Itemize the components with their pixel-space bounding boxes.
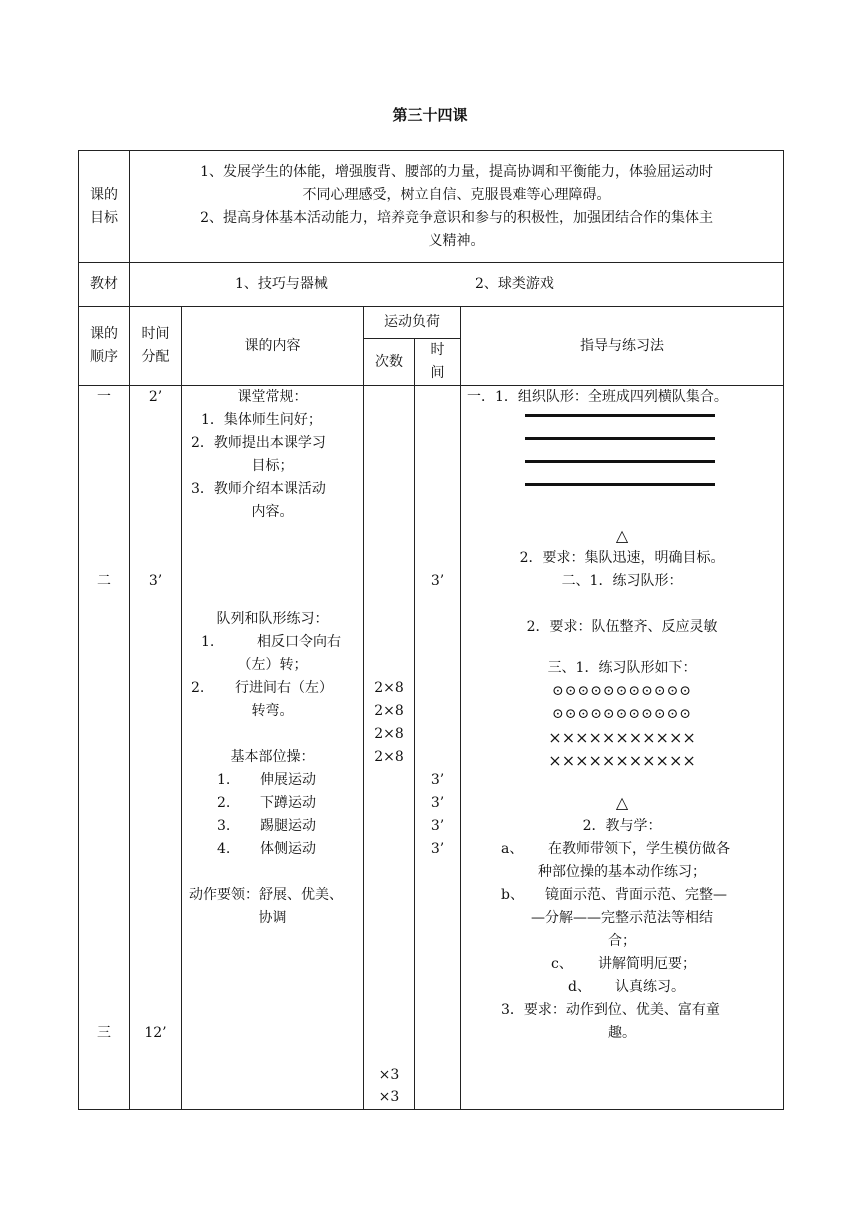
time-1: 2’ <box>148 389 163 405</box>
drill-item-cont: 转弯。 <box>251 703 294 719</box>
count-value: 2×8 <box>374 726 404 742</box>
exercise-num: 4. <box>217 841 231 857</box>
goal-text <box>130 151 784 263</box>
method-requirement: 2．要求：队伍整齐、反应灵敏 <box>526 619 718 635</box>
exercise-name: 体侧运动 <box>260 841 316 857</box>
count-value: 2×8 <box>374 749 404 765</box>
exercise-num: 2. <box>217 795 231 811</box>
method-text: 讲解简明厄要； <box>598 956 696 972</box>
material-row <box>79 263 784 307</box>
duration-column <box>415 386 461 1110</box>
method-section-1: 一．1．组织队形：全班成四列横队集合。 <box>467 389 728 405</box>
duration-value: 3’ <box>430 795 445 811</box>
header-row-1 <box>79 307 784 339</box>
drill-item: 相反口令向右 <box>257 634 341 650</box>
lesson-title: 第三十四课 <box>392 106 468 124</box>
count-value: 2×8 <box>374 680 404 696</box>
order-3: 三 <box>97 1025 111 1041</box>
method-text: 镜面示范、背面示范、完整— <box>545 887 727 903</box>
method-text: 合； <box>608 933 637 949</box>
goal-row <box>79 151 784 263</box>
drill-num: 2. <box>191 680 205 696</box>
teacher-triangle-icon: △ <box>615 526 629 545</box>
count-value: ×3 <box>378 1089 400 1105</box>
method-text: 在教师带领下，学生模仿做各 <box>548 841 730 857</box>
header-duration: 时 间 <box>415 339 461 386</box>
formation-line <box>525 483 715 486</box>
body-row <box>79 386 784 1110</box>
routine-item: 3．教师介绍本课活动 <box>191 481 326 497</box>
exercise-title: 基本部位操： <box>230 749 315 765</box>
content-column <box>182 386 364 1110</box>
routine-item-cont: 目标； <box>251 458 294 474</box>
method-text: —分解——完整示范法等相结 <box>531 910 714 926</box>
routine-title: 课堂常规： <box>237 389 308 405</box>
order-2: 二 <box>97 573 111 589</box>
method-requirement: 趣。 <box>608 1025 637 1041</box>
material-item-1: 1、技巧与器械 <box>235 276 328 292</box>
method-mark: a、 <box>501 841 524 857</box>
method-teach: 2．教与学： <box>582 818 662 834</box>
duration-value: 3’ <box>430 818 445 834</box>
duration-value: 3’ <box>430 841 445 857</box>
exercise-num: 1. <box>217 772 231 788</box>
formation-row-crosses: ××××××××××× <box>548 728 696 747</box>
header-load: 运动负荷 <box>364 307 461 339</box>
order-column <box>79 386 130 1110</box>
essentials-cont: 协调 <box>258 910 287 926</box>
formation-row-circles: ⊙⊙⊙⊙⊙⊙⊙⊙⊙⊙⊙ <box>552 683 693 699</box>
time-3: 12’ <box>144 1025 167 1041</box>
duration-value: 3’ <box>430 772 445 788</box>
header-method: 指导与练习法 <box>461 307 784 386</box>
method-text: 种部位操的基本动作练习； <box>538 864 707 880</box>
exercise-name: 伸展运动 <box>260 772 316 788</box>
time-column <box>130 386 182 1110</box>
goal-line: 2、提高身体基本活动能力，培养竞争意识和参与的积极性，加强团结合作的集体主 <box>200 209 713 226</box>
header-count: 次数 <box>364 339 415 386</box>
material-items <box>130 263 784 307</box>
method-section-3: 三、1．练习队形如下： <box>547 660 697 676</box>
routine-item: 2．教师提出本课学习 <box>191 435 326 451</box>
goal-line: 1、发展学生的体能，增强腹背、腰部的力量，提高协调和平衡能力，体验屈运动时 <box>200 163 713 180</box>
formation-row-crosses: ××××××××××× <box>548 751 696 770</box>
method-requirement: 2．要求：集队迅速，明确目标。 <box>519 550 725 566</box>
count-column <box>364 386 415 1110</box>
exercise-name: 下蹲运动 <box>260 795 316 811</box>
formation-line <box>525 460 715 463</box>
count-value: 2×8 <box>374 703 404 719</box>
method-section-2: 二、1．练习队形： <box>561 573 683 589</box>
material-label: 教材 <box>79 263 130 307</box>
goal-label: 课的 目标 <box>79 151 130 263</box>
order-1: 一 <box>97 389 111 405</box>
method-mark: d、 <box>568 979 591 995</box>
routine-item: 1．集体师生问好； <box>201 412 322 428</box>
exercise-num: 3. <box>217 818 231 834</box>
header-time-alloc: 时间 分配 <box>130 307 182 386</box>
drill-num: 1. <box>201 634 215 650</box>
method-mark: c、 <box>551 956 573 972</box>
method-column <box>461 386 784 1110</box>
formation-line <box>525 414 715 417</box>
drill-title: 队列和队形练习： <box>216 611 329 627</box>
lesson-plan-table <box>78 150 784 1110</box>
essentials: 动作要领：舒展、优美、 <box>189 887 343 903</box>
method-mark: b、 <box>501 887 524 903</box>
drill-item: 行进间右（左） <box>235 680 333 696</box>
time-2: 3’ <box>148 573 163 589</box>
header-order: 课的 顺序 <box>79 307 130 386</box>
method-text: 认真练习。 <box>615 979 685 995</box>
header-content: 课的内容 <box>182 307 364 386</box>
formation-row-circles: ⊙⊙⊙⊙⊙⊙⊙⊙⊙⊙⊙ <box>552 706 693 722</box>
material-item-2: 2、球类游戏 <box>475 276 554 292</box>
goal-line: 义精神。 <box>428 232 485 249</box>
count-value: ×3 <box>378 1067 400 1083</box>
exercise-name: 踢腿运动 <box>260 818 316 834</box>
teacher-triangle-icon: △ <box>615 793 629 812</box>
routine-item-cont: 内容。 <box>251 504 294 520</box>
formation-line <box>525 437 715 440</box>
drill-item-cont: （左）转； <box>237 657 308 673</box>
duration-value: 3’ <box>430 573 445 589</box>
goal-line: 不同心理感受，树立自信、克服畏难等心理障碍。 <box>302 186 611 203</box>
method-requirement: 3．要求：动作到位、优美、富有童 <box>501 1002 720 1018</box>
